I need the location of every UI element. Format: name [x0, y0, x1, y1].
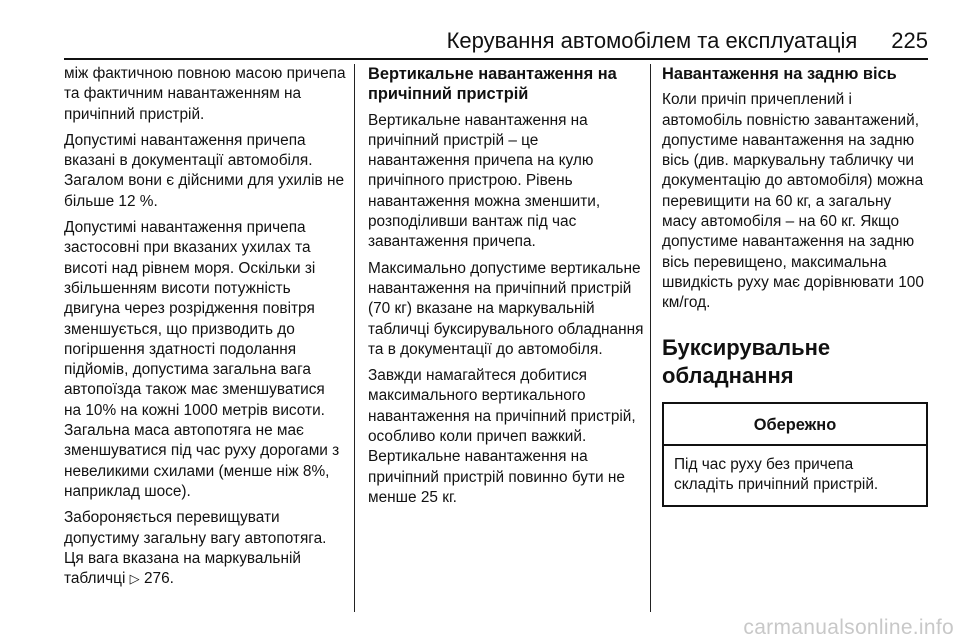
warning-text: Під час руху без причепа складіть причіпний пристрій. — [674, 455, 879, 494]
paragraph: Вертикальне навантаження на причіпний пристрій – це навантаження причепа на кулю причіпного пристрою. Рівень навантаження можна зменшити, розподіливши вантаж під час завантаження причепа. — [368, 111, 601, 251]
page-number: 225 — [891, 28, 928, 53]
paragraph-text: Забороняється перевищувати допустиму загальну вагу автопотяга. Ця вага вказана на маркувальній табличці — [64, 509, 327, 588]
paragraph — [64, 508, 346, 589]
column-divider-right — [650, 64, 651, 612]
column-left — [64, 64, 346, 595]
paragraph: між фактичною повною масою причепа та фактичним навантаженням на причіпний пристрій. — [64, 65, 346, 123]
section-heading: Вертикальне навантаження на причіпний пристрій — [368, 65, 617, 104]
paragraph: Допустимі навантаження причепа вказані в документації автомобіля. Загалом вони є дійсними для ухилів не більше 12 %. — [64, 131, 345, 210]
header-rule — [64, 58, 928, 60]
paragraph: Максимально допустиме вертикальне навантаження на причіпний пристрій (70 кг) вказане на маркувальній табличці буксирувального обладнання та в документації до автомобіля. — [368, 259, 644, 358]
paragraph: Допустимі навантаження причепа застосовні при вказаних ухилах та висоті над рівнем моря. Оскільки зі збільшенням висоти потужність двигуна через розрідження повітря зменшується, що призводить до погіршення здатності подолання підйомів, допустима загальна вага автопоїзда також має зменшуватися на 10% на кожні 1000 метрів висоти. Загальна маса автопотяга не має зменшуватися під час руху дорогами з невеликими схилами (менше ніж 8%, наприклад шосе). — [64, 219, 340, 500]
warning-box — [662, 402, 928, 508]
warning-title: Обережно — [664, 404, 926, 446]
page-header — [64, 28, 928, 56]
watermark: carmanualsonline.info — [743, 616, 954, 639]
column-middle — [368, 64, 644, 514]
paragraph: Коли причіп причеплений і автомобіль повністю завантажений, допустиме навантаження на задню вісь (див. маркувальну табличку чи документацію до автомобіля) можна перевищити на 60 кг, а загальну масу автомобіля – на 60 кг. Якщо допустиме навантаження на задню вісь перевищено, максимальна швидкість руху має дорівнювати 100 км/год. — [662, 91, 924, 312]
section-heading: Навантаження на задню вісь — [662, 65, 897, 83]
paragraph: Завжди намагайтеся добитися максимального вертикального навантаження на причіпний пристрій, особливо коли причеп важкий. Вертикальне навантаження на причіпний пристрій повинно бути не менше 25 кг. — [368, 367, 636, 506]
reference-arrow-icon: ▷ — [129, 571, 140, 587]
page-reference-link[interactable]: 276. — [143, 570, 174, 588]
column-right — [662, 64, 928, 507]
column-divider-left — [354, 64, 355, 612]
running-title: Керування автомобілем та експлуатація — [446, 28, 858, 53]
chapter-heading: Буксирувальне обладнання — [662, 334, 831, 388]
